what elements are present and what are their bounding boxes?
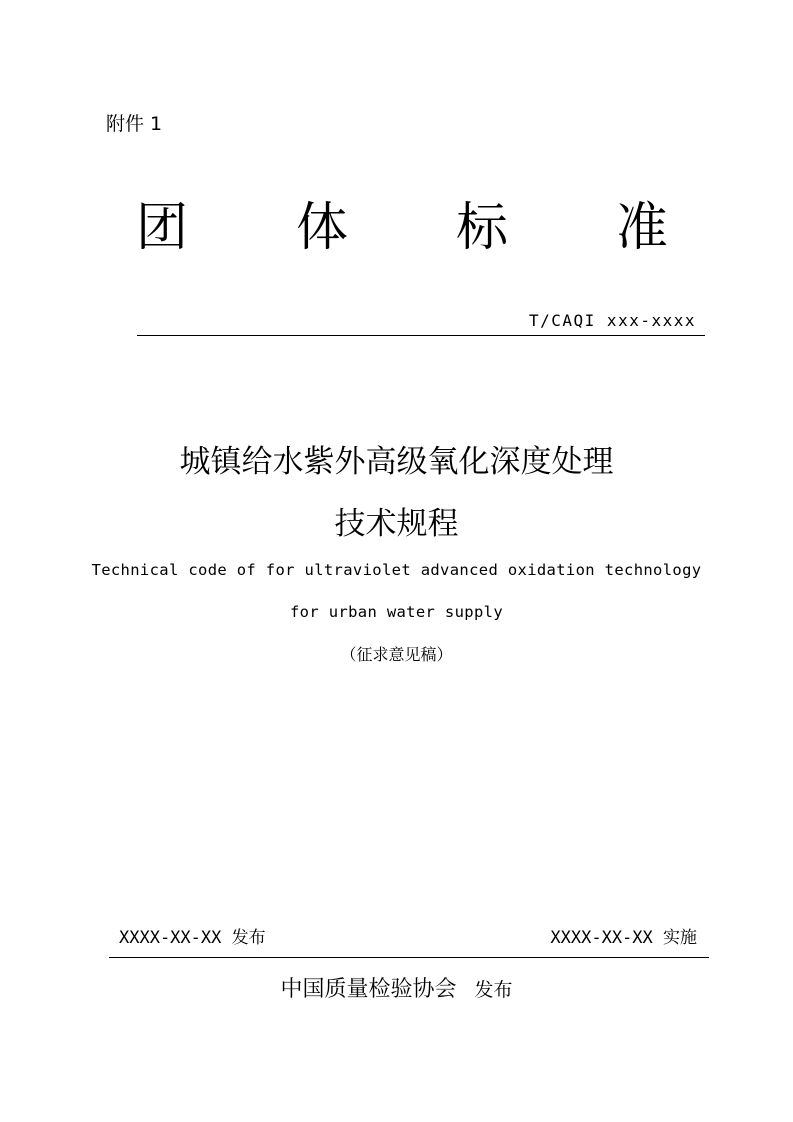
footer-divider xyxy=(109,957,709,958)
issue-date: XXXX-XX-XX 发布 xyxy=(119,928,266,948)
implementation-date: XXXX-XX-XX 实施 xyxy=(550,928,697,948)
attachment-label: 附件 1 xyxy=(106,113,163,135)
standard-type-heading xyxy=(136,196,668,260)
header-divider xyxy=(137,335,705,336)
publisher-action: 发布 xyxy=(474,979,513,1001)
standard-type-char: 标 xyxy=(455,198,508,258)
title-en-line2: for urban water supply xyxy=(290,603,503,621)
standard-type-char: 准 xyxy=(615,198,668,258)
publisher-line xyxy=(0,972,793,1003)
title-cn-line1: 城镇给水紫外高级氧化深度处理 xyxy=(179,444,614,480)
draft-note: （征求意见稿） xyxy=(340,645,453,664)
publisher-organization: 中国质量检验协会 xyxy=(280,977,457,1002)
standard-type-char: 团 xyxy=(136,198,189,258)
title-en-line1: Technical code of for ultraviolet advanced oxidation technology xyxy=(91,561,702,579)
title-cn-line2: 技术规程 xyxy=(334,506,459,542)
standard-number: T/CAQI xxx-xxxx xyxy=(529,311,696,330)
standard-type-char: 体 xyxy=(295,198,348,258)
